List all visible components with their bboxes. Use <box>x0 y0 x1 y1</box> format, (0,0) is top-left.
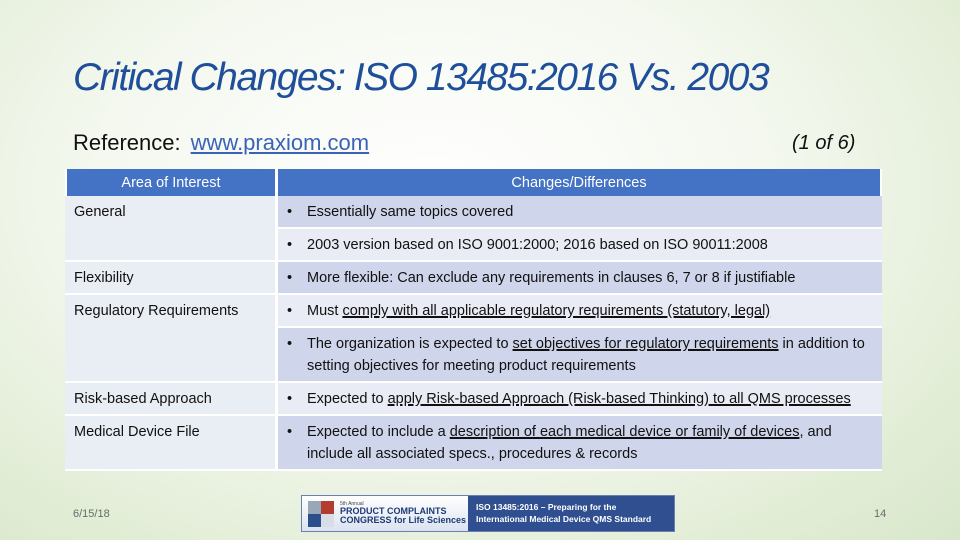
area-cell <box>65 328 278 383</box>
area-cell: General <box>65 196 278 229</box>
area-cell: Medical Device File <box>65 416 278 471</box>
logo-line-1: PRODUCT COMPLAINTS <box>340 506 447 516</box>
table-row <box>65 383 882 416</box>
slide-title: Critical Changes: ISO 13485:2016 Vs. 2003 <box>73 56 769 99</box>
conference-banner <box>301 495 675 532</box>
table-header-row <box>65 169 882 196</box>
logo-line-2: CONGRESS for Life Sciences <box>340 515 467 525</box>
banner-caption <box>468 496 674 531</box>
change-cell: • Must comply with all applicable regulatory requirements (statutory, legal) <box>278 295 882 328</box>
change-cell: • Expected to include a description of each medical device or family of devices, and include all associated specs., procedures & records <box>278 416 882 471</box>
change-cell: • Essentially same topics covered <box>278 196 882 229</box>
banner-caption-line-1: ISO 13485:2016 – Preparing for the <box>476 502 617 512</box>
reference-link[interactable]: www.praxiom.com <box>190 130 370 155</box>
table-row <box>65 295 882 328</box>
area-cell <box>65 229 278 262</box>
change-cell: • 2003 version based on ISO 9001:2000; 2016 based on ISO 90011:2008 <box>278 229 882 262</box>
banner-caption-line-2: International Medical Device QMS Standard <box>476 514 652 524</box>
change-cell: • More flexible: Can exclude any requirements in clauses 6, 7 or 8 if justifiable <box>278 262 882 295</box>
area-cell: Regulatory Requirements <box>65 295 278 328</box>
logo-text <box>340 502 466 525</box>
change-cell: • Expected to apply Risk-based Approach (Risk-based Thinking) to all QMS processes <box>278 383 882 416</box>
reference-label: Reference: <box>73 130 181 155</box>
header-area: Area of Interest <box>65 169 278 196</box>
table-row <box>65 262 882 295</box>
table-row <box>65 229 882 262</box>
slide-number: 14 <box>874 508 887 520</box>
table-row <box>65 416 882 471</box>
changes-table <box>65 169 882 471</box>
table-row <box>65 196 882 229</box>
logo-edition: 5th Annual <box>340 501 364 507</box>
header-changes: Changes/Differences <box>278 169 882 196</box>
area-cell: Flexibility <box>65 262 278 295</box>
logo-mark-icon <box>308 501 334 527</box>
change-cell: • The organization is expected to set objectives for regulatory requirements in addition to setting objectives for meeting product requirements <box>278 328 882 383</box>
congress-logo <box>302 496 468 531</box>
table-row <box>65 328 882 383</box>
footer-date: 6/15/18 <box>73 508 110 520</box>
reference-line <box>73 130 369 156</box>
area-cell: Risk-based Approach <box>65 383 278 416</box>
slide-part-indicator: (1 of 6) <box>792 132 856 154</box>
